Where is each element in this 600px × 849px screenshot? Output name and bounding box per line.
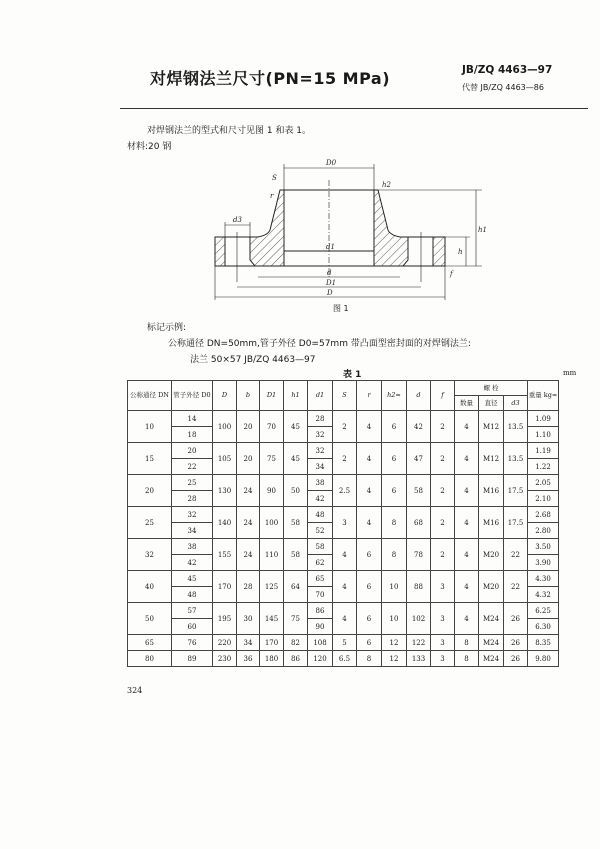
table-row [128, 539, 559, 555]
svg-text:S: S [272, 174, 277, 182]
marking-example: 法兰 50×57 JB/ZQ 4463—97 [190, 355, 316, 365]
table-cell: 26 [504, 651, 528, 667]
table-cell: 125 [260, 571, 284, 603]
table-cell: 30 [237, 603, 260, 635]
table-cell: 3 [431, 651, 455, 667]
table-cell: 42 [172, 555, 213, 571]
table-cell: 15 [128, 443, 172, 475]
table-cell: 12 [382, 651, 407, 667]
table-cell: 32 [308, 427, 333, 443]
table-cell: 36 [237, 651, 260, 667]
table-cell: 26 [504, 635, 528, 651]
table-cell: 155 [213, 539, 237, 571]
table-cell: M24 [479, 651, 504, 667]
table-cell: 42 [407, 411, 431, 443]
table-cell: 6 [357, 635, 382, 651]
replaces-standard: 代替 JB/ZQ 4463—86 [462, 83, 544, 92]
intro-text: 对焊钢法兰的型式和尺寸见图 1 和表 1。 [147, 126, 312, 136]
table-cell: 4 [333, 603, 357, 635]
table-cell: 25 [172, 475, 213, 491]
figure-caption: 图 1 [333, 304, 349, 313]
table-cell: 78 [407, 539, 431, 571]
table-cell: 1.22 [528, 459, 559, 475]
table-cell: 75 [260, 443, 284, 475]
table-cell: 24 [237, 539, 260, 571]
svg-text:d3: d3 [233, 216, 242, 224]
table-cell: 82 [284, 635, 308, 651]
table-cell: 2.5 [333, 475, 357, 507]
table-cell: 105 [213, 443, 237, 475]
header-r: r [357, 381, 382, 411]
table-cell: 230 [213, 651, 237, 667]
table-cell: 70 [260, 411, 284, 443]
table-cell: 2 [431, 507, 455, 539]
table-cell: 20 [237, 443, 260, 475]
table-cell: 90 [308, 619, 333, 635]
dimension-table [127, 380, 559, 667]
table-cell: 47 [407, 443, 431, 475]
table-cell: 4 [357, 507, 382, 539]
table-row [128, 411, 559, 427]
table-unit: mm [563, 369, 577, 377]
table-cell: 8 [382, 539, 407, 571]
table-cell: 70 [308, 587, 333, 603]
table-cell: 4 [357, 475, 382, 507]
table-cell: 4 [455, 571, 479, 603]
table-cell: 34 [308, 459, 333, 475]
table-cell: 1.10 [528, 427, 559, 443]
table-cell: 4 [357, 443, 382, 475]
table-cell: 90 [260, 475, 284, 507]
table-cell: 8 [382, 507, 407, 539]
table-cell: 32 [172, 507, 213, 523]
table-cell: 3 [431, 635, 455, 651]
table-cell: 52 [308, 523, 333, 539]
table-cell: 86 [308, 603, 333, 619]
table-cell: 3.50 [528, 539, 559, 555]
table-cell: 8 [357, 651, 382, 667]
table-cell: 110 [260, 539, 284, 571]
table-cell: 48 [172, 587, 213, 603]
header-rule [120, 108, 588, 109]
marking-heading: 标记示例: [147, 323, 187, 333]
table-cell: 2 [431, 539, 455, 571]
svg-text:h2: h2 [382, 181, 391, 189]
table-cell: 48 [308, 507, 333, 523]
table-cell: 133 [407, 651, 431, 667]
table-cell: 2 [333, 411, 357, 443]
table-cell: 8 [455, 635, 479, 651]
table-cell: 170 [260, 635, 284, 651]
header-bolt: 螺 栓 [455, 381, 528, 396]
table-cell: 68 [407, 507, 431, 539]
table-cell: M12 [479, 411, 504, 443]
table-cell: 4 [455, 603, 479, 635]
table-cell: 76 [172, 635, 213, 651]
table-cell: 17.5 [504, 475, 528, 507]
table-cell: 10 [382, 571, 407, 603]
table-cell: 25 [128, 507, 172, 539]
table-cell: 100 [260, 507, 284, 539]
table-cell: 75 [284, 603, 308, 635]
table-cell: 6.25 [528, 603, 559, 619]
table-cell: 4.32 [528, 587, 559, 603]
table-cell: 24 [237, 507, 260, 539]
table-cell: 58 [308, 539, 333, 555]
table-cell: 10 [128, 411, 172, 443]
table-cell: M20 [479, 571, 504, 603]
svg-text:d1: d1 [326, 243, 335, 251]
header-f: f [431, 381, 455, 411]
table-cell: 2.05 [528, 475, 559, 491]
flange-drawing [200, 150, 490, 300]
table-cell: 24 [237, 475, 260, 507]
table-cell: 8.35 [528, 635, 559, 651]
table-cell: 6.5 [333, 651, 357, 667]
svg-text:h: h [458, 248, 463, 256]
table-cell: 130 [213, 475, 237, 507]
table-cell: 120 [308, 651, 333, 667]
table-row [128, 603, 559, 619]
svg-text:f: f [450, 270, 453, 278]
table-cell: 34 [172, 523, 213, 539]
table-cell: 145 [260, 603, 284, 635]
table-cell: M16 [479, 507, 504, 539]
material-text: 材料:20 钢 [127, 142, 172, 152]
table-cell: 65 [128, 635, 172, 651]
table-row [128, 571, 559, 587]
header-D1: D1 [260, 381, 284, 411]
table-cell: 58 [407, 475, 431, 507]
table-cell: 22 [504, 539, 528, 571]
header-d: d [407, 381, 431, 411]
table-cell: 8 [455, 651, 479, 667]
table-cell: 32 [128, 539, 172, 571]
table-cell: 6 [382, 443, 407, 475]
table-cell: 4 [333, 539, 357, 571]
table-cell: 5 [333, 635, 357, 651]
table-cell: 57 [172, 603, 213, 619]
header-d3: d3 [504, 396, 528, 411]
table-cell: 17.5 [504, 507, 528, 539]
table-cell: 20 [128, 475, 172, 507]
table-cell: M20 [479, 539, 504, 571]
table-cell: 2.68 [528, 507, 559, 523]
table-cell: 140 [213, 507, 237, 539]
svg-text:D: D [327, 289, 333, 297]
table-cell: 1.19 [528, 443, 559, 459]
marking-description: 公称通径 DN=50mm,管子外径 D0=57mm 带凸面型密封面的对焊钢法兰: [168, 339, 471, 349]
table-cell: 22 [504, 571, 528, 603]
table-cell: 28 [237, 571, 260, 603]
table-cell: 62 [308, 555, 333, 571]
table-cell: 6.30 [528, 619, 559, 635]
table-cell: 2 [431, 475, 455, 507]
table-cell: 13.5 [504, 411, 528, 443]
table-cell: 180 [260, 651, 284, 667]
table-cell: 34 [237, 635, 260, 651]
table-cell: 122 [407, 635, 431, 651]
table-cell: 2 [333, 443, 357, 475]
table-cell: 6 [382, 475, 407, 507]
header-S: S [333, 381, 357, 411]
table-cell: 64 [284, 571, 308, 603]
table-row [128, 507, 559, 523]
page-title: 对焊钢法兰尺寸(PN=15 MPa) [150, 69, 391, 88]
header-D: D [213, 381, 237, 411]
table-cell: 20 [172, 443, 213, 459]
table-cell: 42 [308, 491, 333, 507]
table-row [128, 651, 559, 667]
table-cell: 4 [357, 411, 382, 443]
table-cell: M12 [479, 443, 504, 475]
table-cell: M24 [479, 635, 504, 651]
table-cell: 2 [431, 443, 455, 475]
table-cell: 1.09 [528, 411, 559, 427]
table-row [128, 443, 559, 459]
table-cell: 80 [128, 651, 172, 667]
table-cell: 12 [382, 635, 407, 651]
table-cell: 45 [284, 443, 308, 475]
table-cell: 4 [455, 443, 479, 475]
table-cell: 18 [172, 427, 213, 443]
table-cell: 170 [213, 571, 237, 603]
table-cell: 38 [172, 539, 213, 555]
table-cell: M24 [479, 603, 504, 635]
table-cell: 6 [357, 603, 382, 635]
header-d0: 管子外径 D0 [172, 381, 213, 411]
page-number: 324 [127, 686, 143, 695]
table-cell: 89 [172, 651, 213, 667]
table-cell: 100 [213, 411, 237, 443]
table-cell: 3.90 [528, 555, 559, 571]
table-caption: 表 1 [343, 370, 362, 380]
header-bolt-qty: 数量 [455, 396, 479, 411]
table-cell: 2.10 [528, 491, 559, 507]
label-D0: D0 [326, 159, 337, 167]
table-cell: 22 [172, 459, 213, 475]
table-row [128, 635, 559, 651]
table-cell: 102 [407, 603, 431, 635]
table-cell: 4 [455, 539, 479, 571]
svg-text:r: r [270, 192, 274, 200]
table-cell: 2 [431, 411, 455, 443]
header-b: b [237, 381, 260, 411]
standard-number: JB/ZQ 4463—97 [462, 64, 553, 76]
table-cell: 2.80 [528, 523, 559, 539]
header-dn: 公称通径 DN [128, 381, 172, 411]
table-cell: 60 [172, 619, 213, 635]
table-cell: 3 [333, 507, 357, 539]
table-cell: 40 [128, 571, 172, 603]
table-cell: 14 [172, 411, 213, 427]
table-cell: 26 [504, 603, 528, 635]
table-cell: 50 [128, 603, 172, 635]
table-cell: 28 [308, 411, 333, 427]
table-cell: 86 [284, 651, 308, 667]
table-cell: 10 [382, 603, 407, 635]
table-cell: 28 [172, 491, 213, 507]
table-cell: 6 [357, 539, 382, 571]
svg-text:d: d [327, 269, 332, 277]
table-cell: 6 [382, 411, 407, 443]
header-weight: 重量 kg≈ [528, 381, 559, 411]
table-cell: 6 [357, 571, 382, 603]
table-cell: 13.5 [504, 443, 528, 475]
table-cell: 32 [308, 443, 333, 459]
table-cell: 220 [213, 635, 237, 651]
table-cell: 45 [172, 571, 213, 587]
header-h1: h1 [284, 381, 308, 411]
table-cell: 45 [284, 411, 308, 443]
table-row [128, 475, 559, 491]
table-cell: 88 [407, 571, 431, 603]
header-d1: d1 [308, 381, 333, 411]
table-cell: 50 [284, 475, 308, 507]
table-cell: 4 [455, 411, 479, 443]
table-cell: 3 [431, 571, 455, 603]
svg-text:h1: h1 [478, 226, 487, 234]
table-cell: 195 [213, 603, 237, 635]
header-bolt-dia: 直径 [479, 396, 504, 411]
table-cell: 65 [308, 571, 333, 587]
table-cell: 4 [455, 507, 479, 539]
table-cell: 58 [284, 507, 308, 539]
table-cell: 4.30 [528, 571, 559, 587]
table-cell: 9.80 [528, 651, 559, 667]
table-cell: 58 [284, 539, 308, 571]
table-cell: M16 [479, 475, 504, 507]
table-cell: 20 [237, 411, 260, 443]
header-h2: h2≈ [382, 381, 407, 411]
table-cell: 4 [455, 475, 479, 507]
svg-text:D1: D1 [326, 279, 337, 287]
table-cell: 38 [308, 475, 333, 491]
table-cell: 108 [308, 635, 333, 651]
table-cell: 4 [333, 571, 357, 603]
table-cell: 3 [431, 603, 455, 635]
